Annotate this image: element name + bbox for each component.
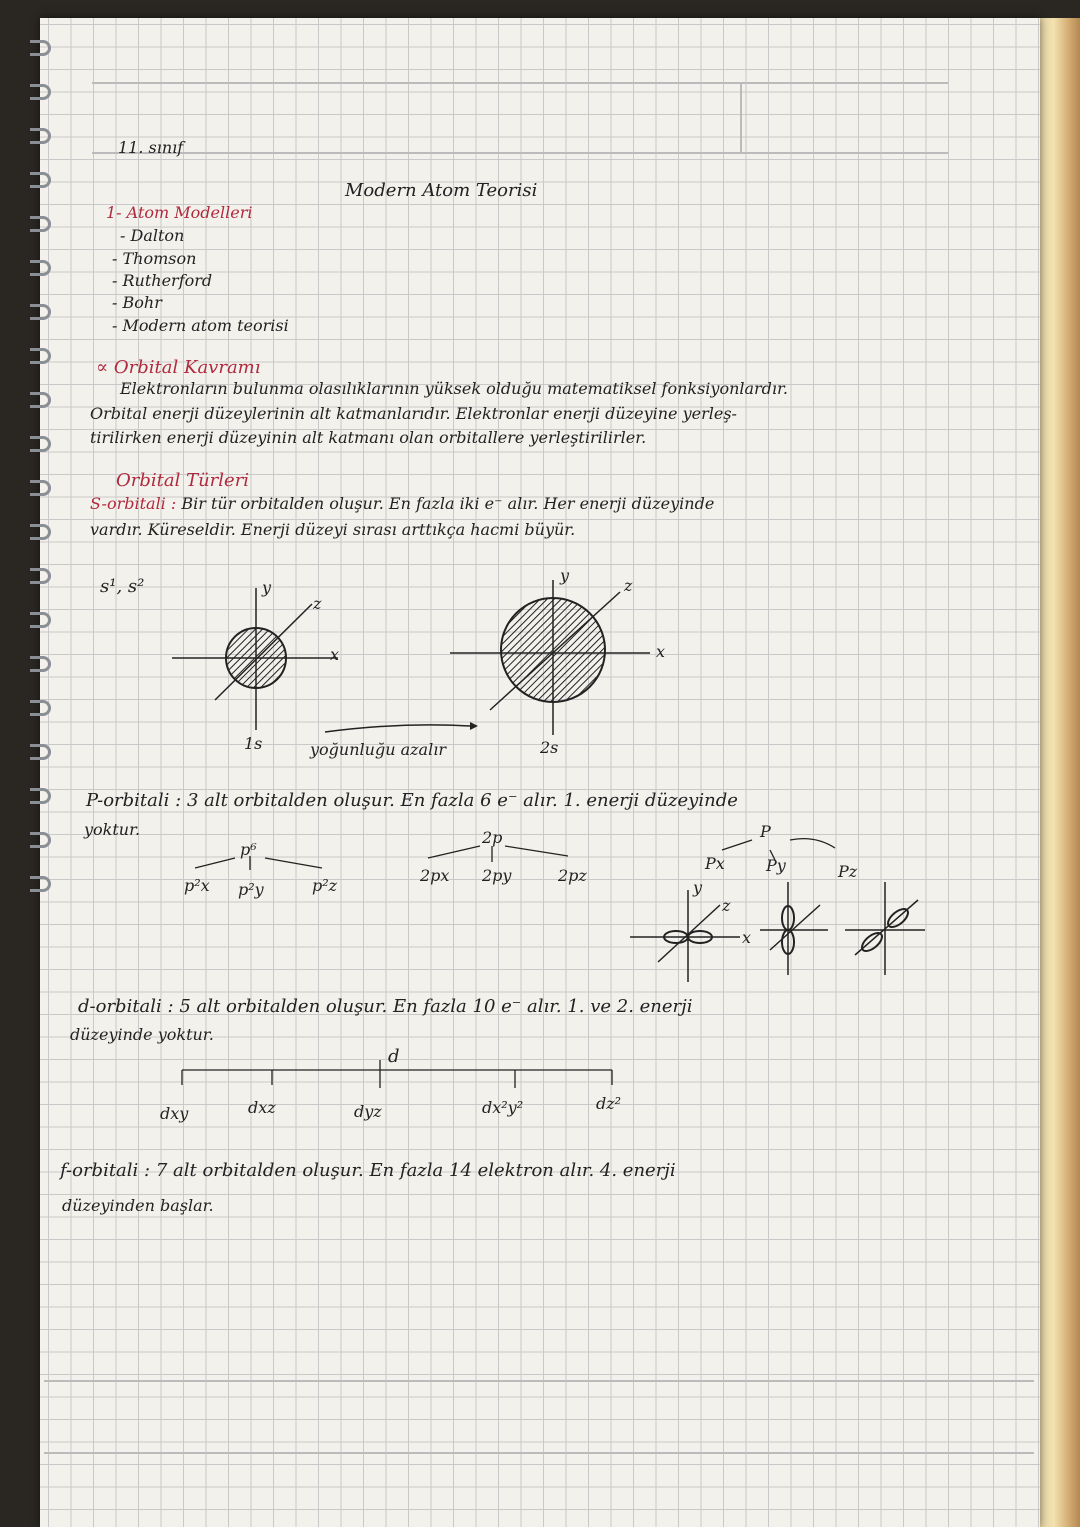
d-tree-child: dyz	[354, 1102, 382, 1121]
p-tree-top: 2p	[482, 828, 503, 847]
atom-model-item: - Modern atom teorisi	[112, 316, 289, 335]
axis-label: z	[722, 896, 731, 915]
p-tree-child: Pz	[838, 862, 858, 881]
orbital-concept-line: Orbital enerji düzeylerinin alt katmanlarıdır. Elektronlar enerji düzeyine yerleş-	[90, 404, 737, 423]
s-notation: s¹, s²	[100, 576, 145, 597]
d-tree-child: dxy	[160, 1104, 189, 1123]
label-2s: 2s	[540, 738, 559, 757]
atom-model-item: - Thomson	[112, 249, 197, 268]
p-tree-child: Px	[705, 854, 725, 873]
atom-model-item: - Rutherford	[112, 271, 213, 290]
p-tree-child: 2px	[420, 866, 450, 885]
d-tree-child: dz²	[596, 1094, 622, 1113]
orbital-concept-line: tirilirken enerji düzeyinin alt katmanı olan orbitallere yerleştirilirler.	[90, 428, 647, 447]
axis-label: y	[560, 566, 570, 585]
density-note: yoğunluğu azalır	[310, 740, 446, 759]
p-tree-child: 2pz	[558, 866, 587, 885]
d-orbital-line: düzeyinde yoktur.	[70, 1025, 214, 1044]
label-1s: 1s	[244, 734, 263, 753]
p-tree-top: P	[760, 822, 771, 841]
d-tree-child: dx²y²	[482, 1098, 524, 1117]
axis-label: x	[742, 928, 752, 947]
page-title: Modern Atom Teorisi	[345, 180, 538, 201]
class-label: 11. sınıf	[118, 138, 184, 157]
atom-models-heading: 1- Atom Modelleri	[106, 203, 253, 222]
p-orbital-line: yoktur.	[84, 820, 141, 839]
f-orbital-line: f-orbitali : 7 alt orbitalden oluşur. En fazla 14 elektron alır. 4. enerji	[60, 1160, 676, 1181]
orbital-types-heading: Orbital Türleri	[116, 470, 250, 491]
p-tree-child: p²y	[238, 880, 264, 899]
axis-label: z	[313, 594, 322, 613]
orbital-concept-heading: ∝ Orbital Kavramı	[96, 357, 261, 378]
p-tree-child: p²z	[312, 876, 338, 895]
orbital-concept-line: Elektronların bulunma olasılıklarının yüksek olduğu matematiksel fonksiyonlardır.	[120, 379, 789, 398]
s-orbital-line: S-orbitali : Bir tür orbitalden oluşur. En fazla iki e⁻ alır. Her enerji düzeyinde	[90, 494, 715, 513]
p-tree-child: Py	[766, 856, 786, 875]
axis-label: x	[330, 645, 340, 664]
p-tree-child: p²x	[184, 876, 210, 895]
atom-model-item: - Bohr	[112, 293, 162, 312]
s-orbital-line: vardır. Küreseldir. Enerji düzeyi sırası arttıkça hacmi büyür.	[90, 520, 576, 539]
p-orbital-line: P-orbitali : 3 alt orbitalden oluşur. En fazla 6 e⁻ alır. 1. enerji düzeyinde	[86, 790, 738, 811]
axis-label: x	[656, 642, 666, 661]
d-tree-child: dxz	[248, 1098, 276, 1117]
axis-label: y	[262, 578, 272, 597]
p-tree-top: p⁶	[240, 840, 257, 859]
axis-label: y	[693, 878, 703, 897]
d-tree-top: d	[388, 1046, 400, 1067]
f-orbital-line: düzeyinden başlar.	[62, 1196, 214, 1215]
p-tree-child: 2py	[482, 866, 512, 885]
d-orbital-line: d-orbitali : 5 alt orbitalden oluşur. En fazla 10 e⁻ alır. 1. ve 2. enerji	[78, 996, 693, 1017]
axis-label: z	[624, 576, 633, 595]
atom-model-item: - Dalton	[120, 226, 185, 245]
